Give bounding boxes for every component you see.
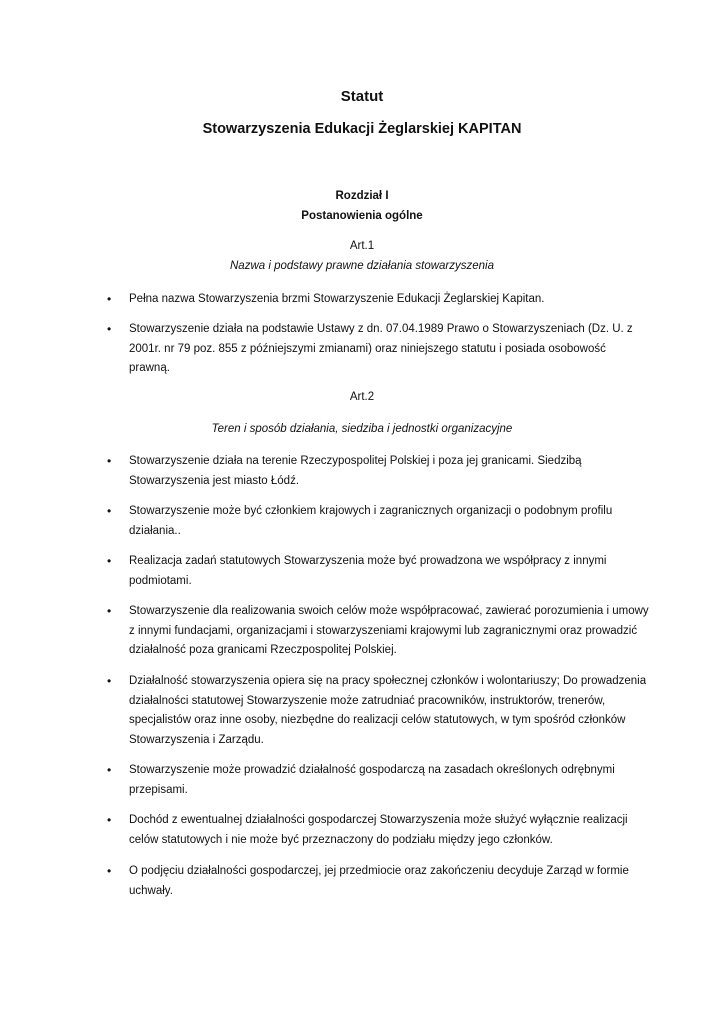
bullet-icon: • — [107, 813, 112, 827]
list-item-text: Dochód z ewentualnej działalności gospodarczej Stowarzyszenia może służyć wyłącznie realizacji celów statutowych i nie może być przeznaczony do podziału między jego członków. — [129, 814, 628, 846]
chapter-name: Postanowienia ogólne — [301, 210, 423, 222]
list-item-text: O podjęciu działalności gospodarczej, jej przedmiocie oraz zakończeniu decyduje Zarząd w formie uchwały. — [129, 865, 629, 897]
list-item-text: Stowarzyszenie działa na terenie Rzeczypospolitej Polskiej i poza jej granicami. Siedzibą Stowarzyszenia jest miasto Łódź. — [129, 455, 582, 487]
bullet-icon: • — [107, 504, 112, 518]
list-item-text: Działalność stowarzyszenia opiera się na pracy społecznej członków i wolontariuszy; Do prowadzenia działalności statutowej Stowarzyszenie może zatrudniać pracowników, instruktorów, trenerów, specjalistów oraz inne osoby, niezbędne do realizacji celów statutowych, w tym spośród członków Stowarzyszenia i Zarządu. — [129, 675, 647, 746]
bullet-icon: • — [107, 322, 112, 336]
chapter-heading: Rozdział I — [335, 190, 389, 202]
bullet-icon: • — [107, 864, 112, 878]
document-title: Statut — [340, 88, 384, 105]
bullet-icon: • — [107, 604, 112, 618]
bullet-icon: • — [107, 763, 112, 777]
bullet-icon: • — [107, 674, 112, 688]
art1-label: Art.1 — [349, 240, 375, 252]
art1-heading: Nazwa i podstawy prawne działania stowarzyszenia — [230, 260, 494, 272]
bullet-icon: • — [107, 554, 112, 568]
document-subtitle: Stowarzyszenia Edukacji Żeglarskiej KAPITAN — [202, 121, 522, 137]
list-item-text: Stowarzyszenie dla realizowania swoich celów może współpracować, zawierać porozumienia i umowy z innymi fundacjami, organizacjami i stowarzyszeniami krajowymi lub zagranicznymi oraz prowadzić działalność poza granicami Rzeczpospolitej Polskiej. — [129, 605, 649, 656]
list-item-text: Pełna nazwa Stowarzyszenia brzmi Stowarzyszenie Edukacji Żeglarskiej Kapitan. — [129, 293, 545, 305]
art2-heading: Teren i sposób działania, siedziba i jednostki organizacyjne — [211, 423, 513, 435]
list-item-text: Realizacja zadań statutowych Stowarzyszenia może być prowadzona we współpracy z innymi podmiotami. — [129, 555, 607, 587]
bullet-icon: • — [107, 454, 112, 468]
art2-label: Art.2 — [349, 391, 375, 403]
list-item-text: Stowarzyszenie może prowadzić działalność gospodarczą na zasadach określonych odrębnymi przepisami. — [129, 764, 615, 796]
bullet-icon: • — [107, 292, 112, 306]
list-item-text: Stowarzyszenie może być członkiem krajowych i zagranicznych organizacji o podobnym profilu działania.. — [129, 505, 613, 537]
list-item-text: Stowarzyszenie działa na podstawie Ustawy z dn. 07.04.1989 Prawo o Stowarzyszeniach (Dz. U. z 2001r. nr 79 poz. 855 z późniejszymi zmianami) oraz niniejszego statutu i posiada osobowość prawną. — [129, 323, 633, 374]
